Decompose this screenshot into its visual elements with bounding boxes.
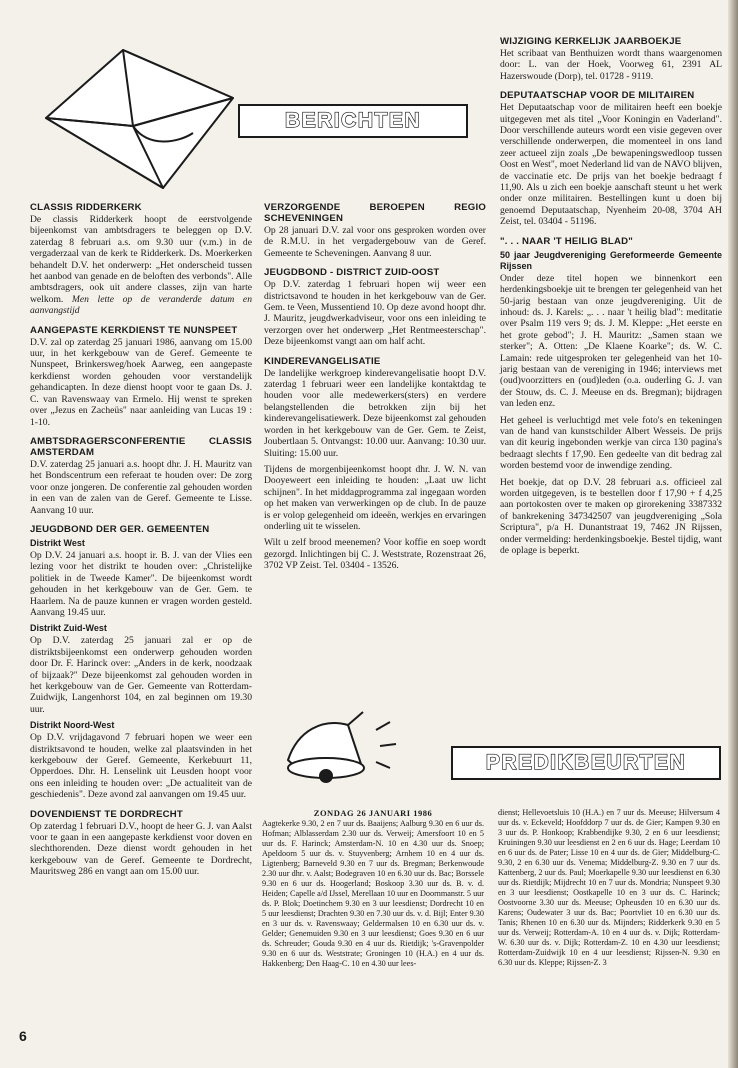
predikbeurten-text: Aagtekerke 9.30, 2 en 7 uur ds. Baaijens; Aalburg 9.30 en 6 uur ds. Hofman; Alblasserdam 2.30 uur ds. Verweij; Amersfoort 10 en 5 uur ds. F. Harinck; Amsterdam-N. 10 en 4.30 uur ds. Snoep; Apeldoorn 5 uur ds. v. Stuyvenberg; Arnhem 10 en 4 uur ds. Ligtenberg; Barneveld 9.30 en 7 uur ds. Bregman; Berkenwoude 2.30 uur dhr. v. Aalst; Bodegraven 10 en 6.30 uur ds. Bac; Borssele 9.30 en 6 uur ds. Hoogerland; Boskoop 3.30 uur ds. B. v. d. Heiden; Capelle a/d IJssel, Merellaan 10 uur en Doornmanstr. 5 uur ds. P. Blok; Doetinchem 9.30 en 3 uur leesdienst; Dordrecht 10 en 5 uur leesdienst; Drachten 9.30 en 7.30 uur ds. v. d. Bijl; Enter 9.30 en 3 uur ds. v. Ravenswaay; Geldermalsen 10 en 6.30 uur ds. v. Gelder; Genemuiden 9.30 en 3 uur leesdienst; Goes 9.30 en 6 uur ds. Schreuder; Gouda 9.30 en 4 uur ds. Rietdijk; 's-Gravenpolder 9.30 en 6 uur ds. Weststrate; Groningen 10 (H.A.) en 4 uur ds. Hakkenberg; Den Haag-C. 10 en 4.30 uur lees-: [262, 819, 484, 968]
article-title: DEPUTAATSCHAP VOOR DE MILITAIREN: [500, 90, 695, 102]
predikbeurten-banner: [451, 746, 721, 780]
column-1: [30, 194, 252, 883]
article-title: CLASSIS RIDDERKERK: [30, 202, 142, 213]
article-text: Het geheel is verluchtigd met vele foto's en tekeningen van de hand van kunstschilder Albert Wesseis. De prijs van dit keurig ingebonden werkje van circa 130 pagina's bedraagt slechts f 17,90. Een gedeelte van dit bedrag zal worden bestemd voor de inwendige zending.: [500, 414, 722, 472]
article-text: Onder deze titel hopen we binnenkort een herdenkingsboekje uit te brengen ter gelegenheid van het 50-jarig bestaan van onze jeugdvereniging. Uit de inhoud: ds. J. Karels: „. . . naar 't heilig blad": meditatie over Psalm 119 vers 9; ds. J. M. Kleppe: „Het eerste en het grote gebod"; J. H. Mauritz: „Samen staan we sterker"; A. Otten: „De Klaene Koarke"; ds. W. C. Lamain: rede uitgesproken ter gelegenheid van het 10-jarig bestaan van de vereniging in 1946; interviews met (oud)voorzitters en (oud)leden (o.a. ouderling G. J. van der Stouw, ds. C. J. Meeuse en ds. Bregman); bijdragen van leden enz.: [500, 272, 722, 410]
article-text: De classis Ridderkerk hoopt de eerstvolgende bijeenkomst van ambtsdragers te beleggen op D.V. zaterdag 8 februari a.s. om 9.30 uur (v.m.) in de vergaderzaal van de kerk te Ridderkerk. Ds. Moerkerken behandelt D.V. het onderwerp: „Het onderscheid tussen het aanbod van genade en de beloften des verbonds". Alle ambtsdragers, ook uit andere classes, zijn van harte welkom. Men lette op de veranderde datum en aanvangstijd: [30, 214, 252, 317]
envelope-illustration: [28, 38, 268, 208]
scan-edge: [728, 0, 738, 1068]
article-text: Wilt u zelf brood meenemen? Voor koffie en soep wordt gezorgd. Inlichtingen bij C. J. Weststrate, Rozenstraat 26, 3702 VP Zeist. Tel. 03404 - 13526.: [264, 537, 486, 572]
article-text: D.V. zal op zaterdag 25 januari 1986, aanvang om 15.00 uur, in het kerkgebouw van de Geref. Gemeente te Nunspeet, Brinkersweg/hoek Aarweg, een aangepaste kerkdienst worden gehouden voor verstandelijk gehandicapten. In deze dienst hoopt voor te gaan Ds. J. C. van Ravenswaay van Ermelo. Hij wenst te spreken over „Jezus en Zacheüs" naar aanleiding van Lucas 19 : 1-10.: [30, 336, 252, 428]
page-number: 6: [19, 1028, 27, 1044]
column-2: [264, 194, 486, 577]
predikbeurten-date: ZONDAG 26 JANUARI 1986: [313, 808, 433, 818]
article-title: VERZORGENDE BEROEPEN REGIO SCHEVENINGEN: [264, 202, 486, 224]
article-text: De landelijke werkgroep kinderevangelisatie hoopt D.V. zaterdag 1 februari weer een landelijke kontaktdag te houden voor alle medewerkers(sters) en verdere belangstellenden die betrokken zijn bij het kinderevangelisatiewerk. Deze bijeenkomst zal gehouden worden in het kerkgebouw van de Ger. Gem. te Zeist, Joubertlaan 5. Ontvangst: 10.00 uur. Aanvang: 10.30 uur. Sluiting: 15.00 uur.: [264, 367, 486, 459]
article-title: ". . . NAAR 'T HEILIG BLAD": [500, 235, 633, 247]
article-text: Het scribaat van Benthuizen wordt thans waargenomen door: L. van der Hoek, Voorweg 61, 2391 AL Hazerswoude (Dorp), tel. 01728 - 9119.: [500, 48, 722, 82]
berichten-banner: [238, 104, 468, 138]
article-text: Tijdens de morgenbijeenkomst hoopt dhr. J. W. N. van Dooyeweert een inleiding te houden: „Laat uw licht schijnen". In het middagprogramma zal ingegaan worden op het maken van verwerkingen op de club. In de pauze is er volop gelegenheid om ideeën, werkjes en ervaringen onderling uit te wisselen.: [264, 463, 486, 532]
article-subtitle: Distrikt Zuid-West: [30, 623, 107, 634]
predikbeurten-right: [498, 808, 720, 968]
article-title: JEUGDBOND - DISTRICT ZUID-OOST: [264, 267, 440, 279]
article-text: Het Deputaatschap voor de militairen heeft een boekje uitgegeven met als titel „Voor Koningin en Vaderland". Door verschillende auteurs wordt een visie gegeven over verschillende onderwerpen, die momenteel in ons land zeer actueel zijn zoals „De bewapeningswedloop tussen Oost en West", moet Nederland lid van de NAVO blijven, de vaccinatie etc. De prijs van het boekje bedraagt f 11,90. Als u zich een boekje aanschaft steunt u het werk onder onze militairen. Bestellingen kunt u doen bij genoemd Deputaatschap, Nyenheim 20-08, 3704 AH Zeist, tel. 03404 - 51196.: [500, 102, 722, 228]
berichten-title: BERICHTEN: [284, 109, 421, 132]
article-title: AMBTSDRAGERSCONFERENTIE CLASSIS AMSTERDAM: [30, 435, 252, 458]
article-text: Op D.V. 24 januari a.s. hoopt ir. B. J. van der Vlies een lezing voor het distrikt te houden over: „Christelijke politiek in de Tweede Kamer". De bijeenkomst wordt gehouden in het kerkgebouw van de Ger. Gem. te Haarlem. Na de pauze kunnen er vragen worden gesteld. Aanvang 19.45 uur.: [30, 549, 252, 618]
article-text: Op 28 januari D.V. zal voor ons gesproken worden over de R.M.U. in het vergadergebouw van de Geref. Gemeente te Scheveningen. Aanvang 8 uur.: [264, 225, 486, 259]
bell-illustration: [268, 700, 428, 800]
article-text: Op D.V. zaterdag 1 februari hopen wij weer een districtsavond te houden in het kerkgebouw van de Ger. Gem. te Veen, Mussentiend 10. Op deze avond hoopt dhr. J. Mauritz, jeugdwerkadviseur, voor ons een inleiding te verzorgen over het onderwerp „Het Rentmeesterschap". Deze bijeenkomst vangt aan om half acht.: [264, 279, 486, 348]
predikbeurten-title: PREDIKBEURTEN: [485, 751, 687, 774]
article-title: AANGEPASTE KERKDIENST TE NUNSPEET: [30, 324, 238, 336]
predikbeurten-left: [262, 808, 484, 969]
article-note: Men lette op de veranderde datum en aanvangstijd: [30, 293, 252, 317]
article-text: Op D.V. vrijdagavond 7 februari hopen we weer een distriktsavond te houden, welke zal plaatsvinden in het kerkgebouw der Geref. Gemeente, Kerkebuurt 11, Opperdoes. Dhr. H. Lenselink uit Leusden hoopt voor ons een inleiding te houden over: „De actualiteit van de geschiedenis". Deze avond zal aanvangen om 19.45 uur.: [30, 732, 252, 801]
article-text: Het boekje, dat op D.V. 28 februari a.s. officieel zal worden uitgegeven, is te bestellen door f 17,90 + f 4,25 aan portokosten over te maken op girorekening 3387332 of bankrekening 347342507 van jeugdvereniging „Sola Scriptura", p/a H. Dunantstraat 19, 7462 JN Rijssen, onder vermelding: herdenkingsboekje. Bestel tijdig, want de oplage is beperkt.: [500, 476, 722, 557]
article-text: Op D.V. zaterdag 25 januari zal er op de distriktsbijeenkomst een onderwerp gehouden worden door Dr. F. Harinck over: „Anders in de kerk, noodzaak of bijzaak?" Deze bijeenkomst zal gehouden worden in het kerkgebouw van de Ger. Gemeente van Rotterdam-Zuidwijk, Langenhorst 104, en zal beginnen om 19.30 uur.: [30, 635, 252, 715]
article-subtitle: Distrikt Noord-West: [30, 720, 115, 731]
predikbeurten-text: dienst; Hellevoetsluis 10 (H.A.) en 7 uur ds. Meeuse; Hilversum 4 uur ds. v. Eckeveld; Hoofddorp 7 uur ds. de Gier; Kampen 9.30 en 3 uur ds. P. Honkoop; Krabbendijke 9.30, 2 en 6 uur leesdienst; Kruiningen 9.30 uur leesdienst en 2 en 6 uur ds. Hage; Leerdam 10 en 6 uur ds. de Pater; Lisse 10 en 4 uur ds. de Gier; Middelburg-C. 9.30, 2 en 6.30 uur ds. Venema; Middelburg-Z. 9.30 en 7 uur ds. Kattenberg, 2 uur ds. Paul; Moerkapelle 9.30 uur leesdienst en 6.30 uur ds. Rietdijk; Mijdrecht 10 en 7 uur ds. Mondria; Nunspeet 9.30 en 3 uur leesdienst; Oostkapelle 10 en 3 uur ds. C. Harinck; Oostvoorne 3.30 uur ds. Meeuse; Opheusden 10 en 6.30 uur ds. Karens; Oudewater 3 uur ds. Bac; Poortvliet 10 en 6.30 uur ds. Tanis; Rhenen 10 en 6.30 uur ds. Mijnders; Ridderkerk 9.30 en 5 uur ds. Verweij; Rotterdam-A. 10 en 4 uur ds. v. Dijk; Rotterdam-W. 6.30 uur ds. v. Dijk; Rotterdam-Z. 10 en 4.30 uur leesdienst; Rotterdam-Zuidwijk 10 en 4 uur leesdienst; Rijssen-N. 9.30 en 6.30 uur ds. Kleppe; Rijssen-Z. 3: [498, 808, 720, 967]
article-subtitle: 50 jaar Jeugdvereniging Gereformeerde Gemeente Rijssen: [500, 249, 722, 271]
column-3: [500, 36, 722, 561]
article-title: JEUGDBOND DER GER. GEMEENTEN: [30, 523, 210, 535]
article-title: WIJZIGING KERKELIJK JAARBOEKJE: [500, 36, 682, 47]
article-text: D.V. zaterdag 25 januari a.s. hoopt dhr. J. H. Mauritz van het Bondscentrum een referaat te houden over: De zorg voor onze jongeren. De conferentie zal gehouden worden in een van de zalen van de Geref. Gemeente te Lisse. Aanvang 10 uur.: [30, 458, 252, 516]
article-title: DOVENDIENST TE DORDRECHT: [30, 808, 183, 820]
article-title: KINDEREVANGELISATIE: [264, 355, 381, 367]
article-text: Op zaterdag 1 februari D.V., hoopt de heer G. J. van Aalst voor te gaan in een aangepaste kerkdienst voor doven en slechthorenden. Deze dienst wordt gehouden in het kerkgebouw van de Geref. Gemeente te Dordrecht, Mauritsweg 286 en vangt aan om 15.00 uur.: [30, 820, 253, 878]
article-subtitle: Distrikt West: [30, 537, 85, 548]
